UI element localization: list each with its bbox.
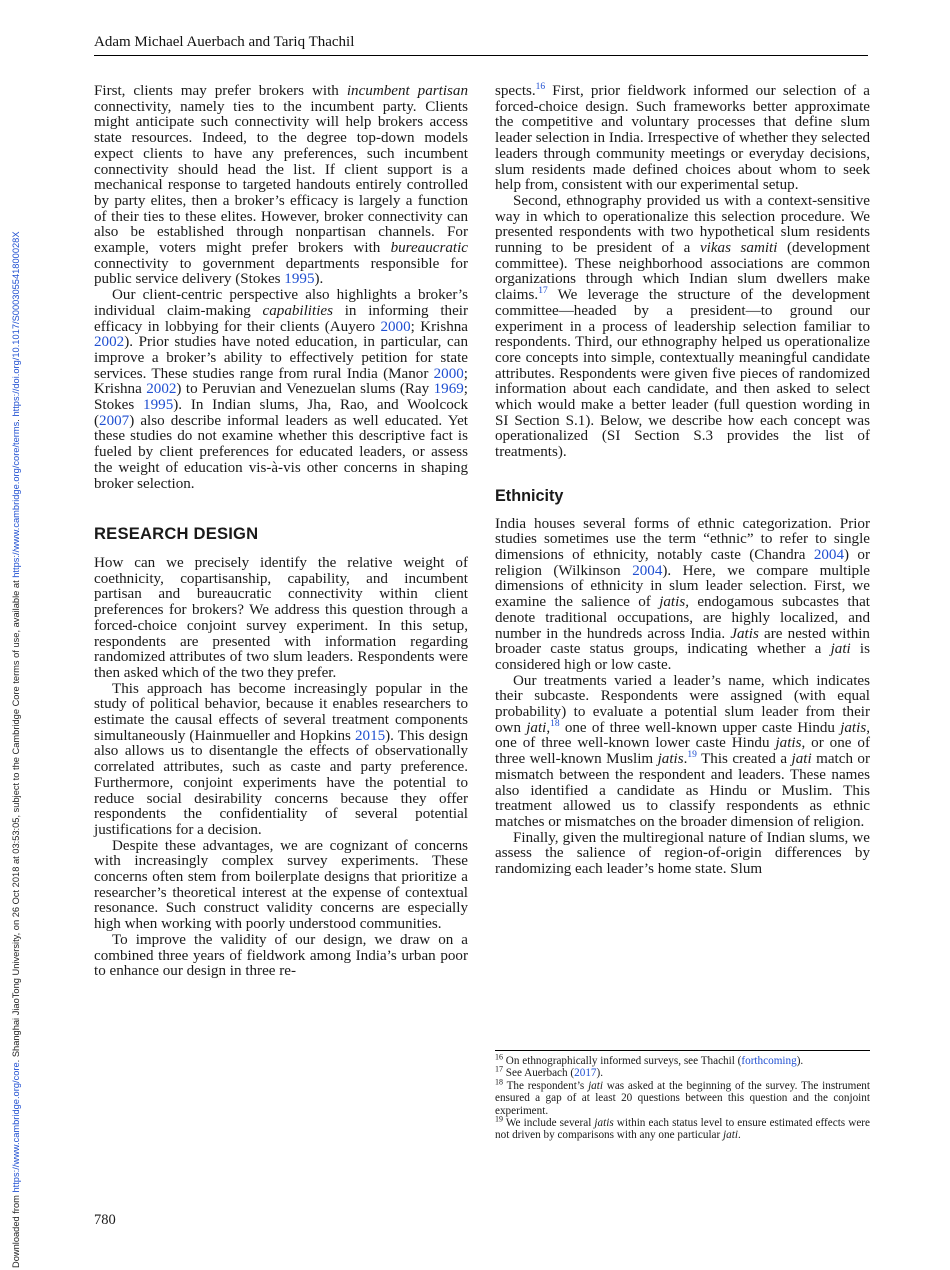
paragraph: Our treatments varied a leader’s name, which indicates their subcaste. Respondents were assigned (with equal probability) to evaluate a potential slum leader from their own jati,$^{18}$ one of three well-known upper caste Hindu jatis, one of three well-known lower caste Hindu jatis, or one of three well-known Muslim jatis.$^{19}$ This created a jati match or mismatch between the respondent and leaders. These names also identified a candidate as Hindu or Muslim. This treatment allowed us to classify respondents as ethnic matches or mismatches on the broader dimension of religion. <box>495 672 871 830</box>
left-column <box>94 84 468 980</box>
footnote-marker[interactable]: 19 <box>687 750 697 761</box>
download-notice <box>11 100 25 1270</box>
paragraph: Despite these advantages, we are cognizant of concerns with increasingly complex survey experiments. These concerns often stem from boilerplate designs that prioritize a researcher’s theoretical interest at the expense of contextual resonance. Such construct validity concerns are especially high when working with poorly understood communities. <box>94 837 468 933</box>
footnote: $^{16}$ On ethnographically informed surveys, see Thachil (forthcoming). <box>495 1052 804 1067</box>
citation-link[interactable]: 2002 <box>146 381 177 398</box>
citation-link[interactable]: 2004 <box>813 546 845 563</box>
citation-link[interactable]: 2015 <box>354 727 386 744</box>
citation-link[interactable]: 2004 <box>632 562 663 579</box>
footnote: $^{17}$ See Auerbach (2017). <box>495 1064 604 1080</box>
citation-link[interactable]: 1995 <box>284 271 315 288</box>
right-column <box>495 81 871 878</box>
terms-link[interactable]: https://www.cambridge.org/core/terms <box>11 421 21 578</box>
paragraph: Our client-centric perspective also highlights a broker’s individual claim-making capabilities in informing their efficacy in lobbying for their clients (Auyero 2000; Krishna 2002). Prior studies have noted education, in particular, can improve a broker’s ability to effectively petition for state services. These studies range from rural India (Manor 2000; Krishna 2002) to Peruvian and Venezuelan slums (Ray 1969; Stokes 1995). In Indian slums, Jha, Rao, and Woolcock (2007) also describe informal leaders as well educated. Yet these studies do not examine whether this descriptive fact is fueled by client preferences for educated leaders, or assess the weight of education vis-à-vis other concerns in shaping broker selection. <box>94 287 468 492</box>
citation-link[interactable]: 2007 <box>99 412 130 429</box>
citation-link[interactable]: forthcoming <box>741 1055 797 1067</box>
paragraph: Finally, given the multiregional nature of Indian slums, we assess the salience of region-of-origin differences by randomizing each leader’s home state. Slum <box>495 829 870 878</box>
citation-link[interactable]: 2000 <box>433 365 464 382</box>
citation-link[interactable]: 2002 <box>94 334 125 351</box>
doi-link[interactable]: https://doi.org/10.1017/S000305541800028X <box>11 231 21 417</box>
running-head: Adam Michael Auerbach and Tariq Thachil <box>94 34 868 56</box>
footnote-marker[interactable]: 16 <box>535 81 546 92</box>
citation-link[interactable]: 2000 <box>380 318 411 335</box>
citation-link[interactable]: 1995 <box>143 397 174 414</box>
footnotes <box>495 1050 870 1142</box>
section-heading: RESEARCH DESIGN <box>94 524 259 544</box>
page-number: 780 <box>94 1212 116 1228</box>
download-sep: . <box>11 416 21 422</box>
citation-link[interactable]: 1969 <box>433 381 464 398</box>
paragraph: First, clients may prefer brokers with incumbent partisan connectivity, namely ties to the incumbent party. Clients might anticipate such connectivity will help brokers access state resources. Indeed, to the degree top-down models expect clients to have any preferences, such incumbent connectivity should head the list. If client support is a mechanical response to targeted handouts entirely controlled by party elites, then a broker’s efficacy is largely a function of their ties to these elites. However, broker connectivity can also be established through nonpartisan channels. For example, voters might prefer brokers with bureaucratic connectivity to government departments responsible for public service delivery (Stokes 1995). <box>94 83 468 288</box>
paragraph: How can we precisely identify the relative weight of coethnicity, copartisanship, capability, and incumbent partisan and bureaucratic connectivity within client preferences for brokers? We address this question through a forced-choice conjoint survey experiment. In this setup, respondents are presented with information regarding randomized attributes of two slum leaders. Respondents were then asked which of the two they prefer. <box>94 554 468 681</box>
paragraph: spects.$^{16}$ First, prior fieldwork informed our selection of a forced-choice design. Such frameworks better approximate the competitive and voluntary processes that define slum leader selection in India. Irrespective of whether they selected leaders through community meetings or everyday decisions, slum residents made defined choices about whom to seek help from, consistent with our experimental setup. <box>495 81 870 194</box>
download-notice-text <box>11 231 21 1268</box>
footnote: $^{18}$ The respondent’s jati was asked at the beginning of the survey. The instrument ensured a gap of at least 20 questions between this question and the conjoint experiment. <box>495 1077 870 1117</box>
footnote-marker[interactable]: 17 <box>538 286 548 297</box>
subsection-heading: Ethnicity <box>495 486 564 505</box>
download-prefix: Downloaded from <box>11 1192 21 1268</box>
download-middle: . Shanghai JiaoTong University, on 26 Oct 2018 at 03:53:05, subject to the Cambridge Core terms of use, available at <box>11 577 21 1063</box>
footnote: $^{19}$ We include several jatis within each status level to ensure estimated effects were not driven by comparisons with any one particular jati. <box>495 1114 870 1142</box>
paragraph: This approach has become increasingly popular in the study of political behavior, because it enables researchers to estimate the causal effects of several treatment components simultaneously (Hainmueller and Hopkins 2015). This design also allows us to disentangle the effects of observationally correlated attributes, such as caste and party preference. Furthermore, conjoint experiments have the potential to reduce social desirability concerns because they offer respondents the confidentiality of several potential justifications for a decision. <box>94 680 468 838</box>
paragraph: India houses several forms of ethnic categorization. Prior studies sometimes use the term “ethnic” to refer to single dimensions of ethnicity, notably caste (Chandra 2004) or religion (Wilkinson 2004). Here, we compare multiple dimensions of ethnicity in slum leader selection. First, we examine the salience of jatis, endogamous subcastes that denote traditional occupations, are highly localized, and number in the hundreds across India. Jatis are nested within broader caste status groups, indicating whether a jati is considered high or low caste. <box>495 515 871 673</box>
cambridge-core-link[interactable]: https://www.cambridge.org/core <box>11 1062 21 1193</box>
paragraph: Second, ethnography provided us with a context-sensitive way in which to operationalize this selection procedure. We presented respondents with two hypothetical slum residents running to be president of a vikas samiti (development committee). These neighborhood associations are common organizations through which Indian slum dwellers make claims.$^{17}$ We leverage the structure of the development committee—headed by a president—to ground our experiment in a process of leadership selection familiar to respondents. Third, our ethnography helped us operationalize core concepts into simple, contextually meaningful candidate attributes. Respondents were given five pieces of randomized information about each candidate, and then asked to select which would make a better leader (full question wording in SI Section S.1). Below, we describe how each concept was operationalized (SI Section S.3 provides the list of treatments). <box>495 192 870 461</box>
citation-link[interactable]: 2017 <box>574 1067 597 1080</box>
footnote-marker[interactable]: 18 <box>550 718 560 729</box>
paragraph: To improve the validity of our design, we draw on a combined three years of fieldwork among India’s urban poor to enhance our design in three re- <box>94 931 468 980</box>
